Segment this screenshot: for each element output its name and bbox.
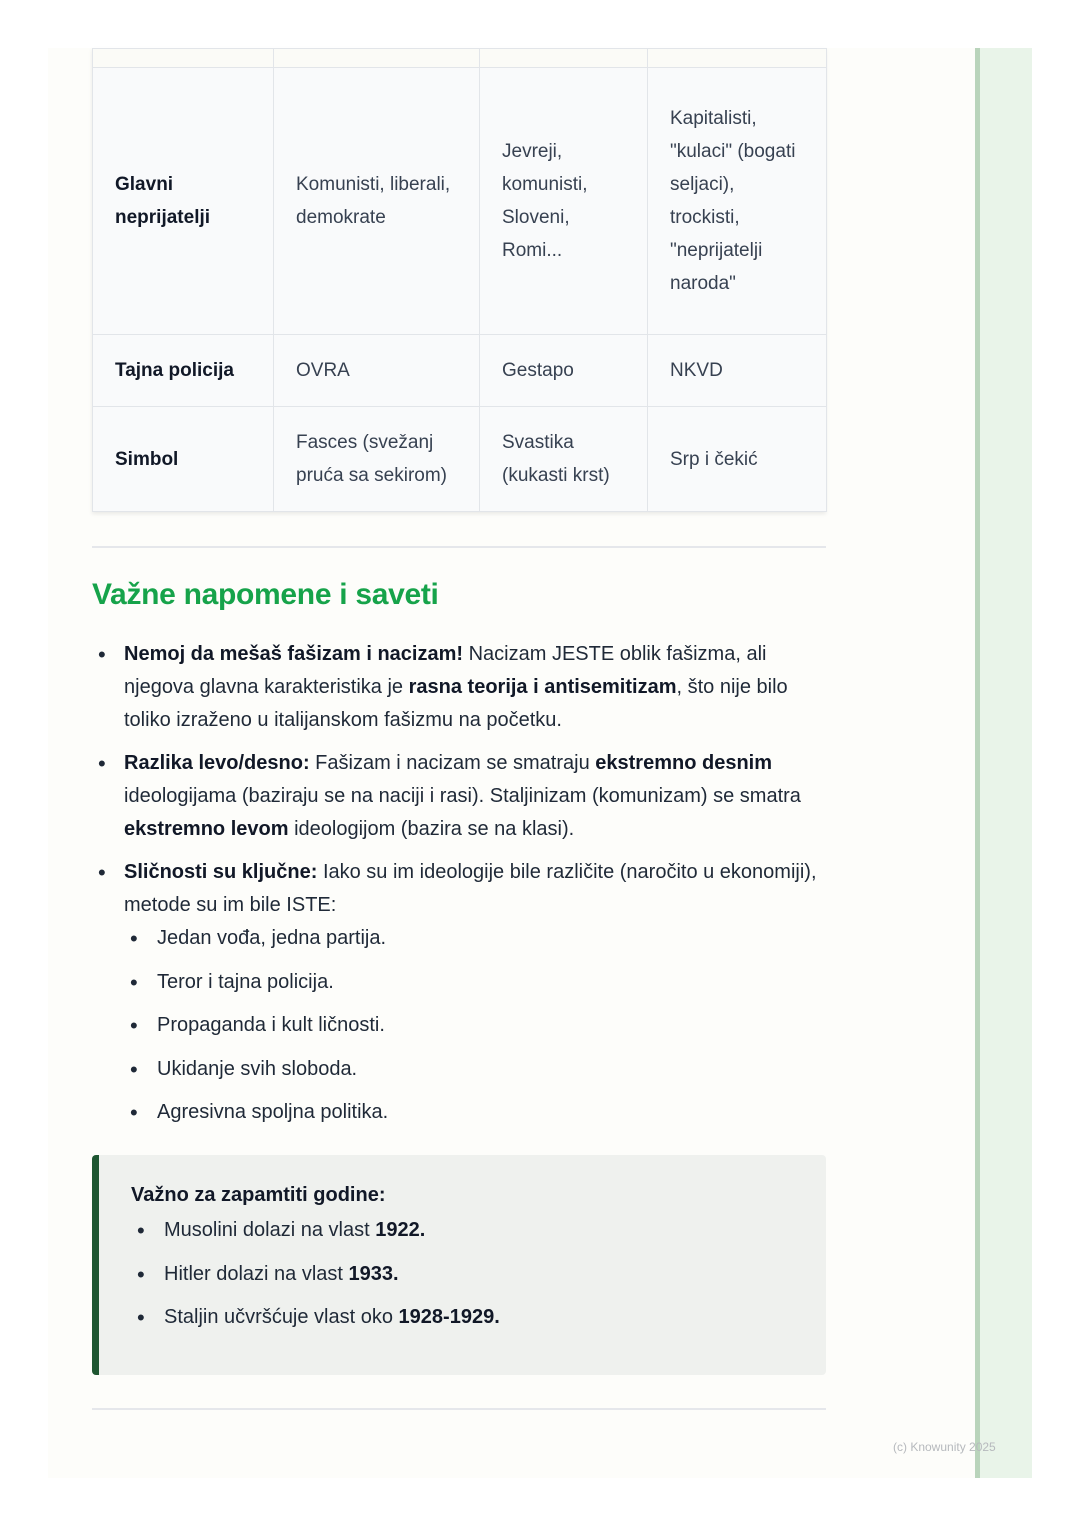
page-side-panel: [980, 48, 1032, 1478]
item-bold-text: Razlika levo/desno:: [124, 752, 310, 774]
row-header: Tajna policija: [93, 335, 274, 407]
copyright-footer: (c) Knowunity 2025: [893, 1440, 996, 1454]
section-divider: [92, 546, 826, 548]
row-header: Simbol: [93, 407, 274, 512]
table-cell-germany: Svastika (kukasti krst): [480, 407, 648, 512]
dates-list: [131, 1214, 811, 1345]
table-cell-germany: Gestapo: [480, 335, 648, 407]
date-text: Hitler dolazi na vlast: [164, 1262, 349, 1285]
table-cell-italy: Komunisti, liberali, demokrate: [274, 68, 480, 335]
sublist-item: • Agresivna spoljna politika.: [124, 1096, 832, 1129]
date-item: [131, 1258, 811, 1291]
callout-accent-bar: [92, 1155, 99, 1375]
item-bold-text: Sličnosti su ključne:: [124, 861, 318, 883]
table-row: [93, 335, 827, 407]
table-cell-ussr: NKVD: [648, 335, 827, 407]
table-cell-germany: Jevreji, komunisti, Sloveni, Romi...: [480, 68, 648, 335]
item-text: Fašizam i nacizam se smatraju: [309, 752, 596, 774]
date-year: 1928-1929.: [398, 1306, 500, 1328]
sublist-item: • Propaganda i kult ličnosti.: [124, 1009, 832, 1042]
notes-list: [92, 638, 832, 1140]
sublist-item: • Ukidanje svih sloboda.: [124, 1053, 832, 1086]
table-cell-italy: Fasces (svežanj pruća sa sekirom): [274, 407, 480, 512]
list-item: [92, 856, 832, 1129]
table-cell-ussr: Kapitalisti, "kulaci" (bogati seljaci), trockisti, "neprijatelji naroda": [648, 68, 827, 335]
section-title: Važne napomene i saveti: [92, 578, 439, 611]
table-row: [93, 407, 827, 512]
date-text: Staljin učvršćuje vlast oko: [164, 1306, 399, 1328]
item-bold-text: Nemoj da mešaš fašizam i nacizam!: [124, 643, 464, 665]
item-bold-text: rasna teorija i antisemitizam: [408, 676, 677, 698]
item-text: ideologijom (bazira se na klasi).: [288, 818, 575, 840]
item-bold-text: ekstremno desnim: [595, 752, 772, 774]
item-bold-text: ekstremno levom: [124, 818, 289, 840]
table-cell-italy: OVRA: [274, 335, 480, 407]
section-divider: [92, 1408, 826, 1410]
list-item: [92, 747, 832, 846]
date-item: [131, 1301, 811, 1334]
item-text: ideologijama (baziraju se na naciji i rasi). Staljinizam (komunizam) se smatra: [124, 785, 801, 807]
table-cell-ussr: Srp i čekić: [648, 407, 827, 512]
item-text: Iako su im ideologije bile različite (naročito u ekonomiji), metode su im bile ISTE:: [124, 861, 817, 916]
methods-sublist: [124, 922, 832, 1129]
sublist-item: • Jedan vođa, jedna partija.: [124, 922, 832, 955]
table-row-cut-off: [93, 49, 827, 68]
date-item: [131, 1214, 811, 1247]
item-text: Nacizam JESTE oblik fašizma, ali njegova glavna karakteristika je: [124, 643, 767, 698]
important-dates-callout: [92, 1155, 826, 1375]
row-header: Glavni neprijatelji: [93, 68, 274, 335]
date-text: Musolini dolazi na vlast: [164, 1219, 376, 1241]
date-year: 1922.: [375, 1219, 426, 1241]
list-item: [92, 638, 832, 737]
item-text: , što nije bilo toliko izraženo u italijanskom fašizmu na početku.: [124, 676, 788, 731]
sublist-item: • Teror i tajna policija.: [124, 966, 832, 999]
comparison-table: [92, 48, 826, 512]
date-year: 1933.: [348, 1262, 399, 1285]
callout-title: Važno za zapamtiti godine:: [131, 1184, 386, 1206]
table-row: [93, 68, 827, 335]
